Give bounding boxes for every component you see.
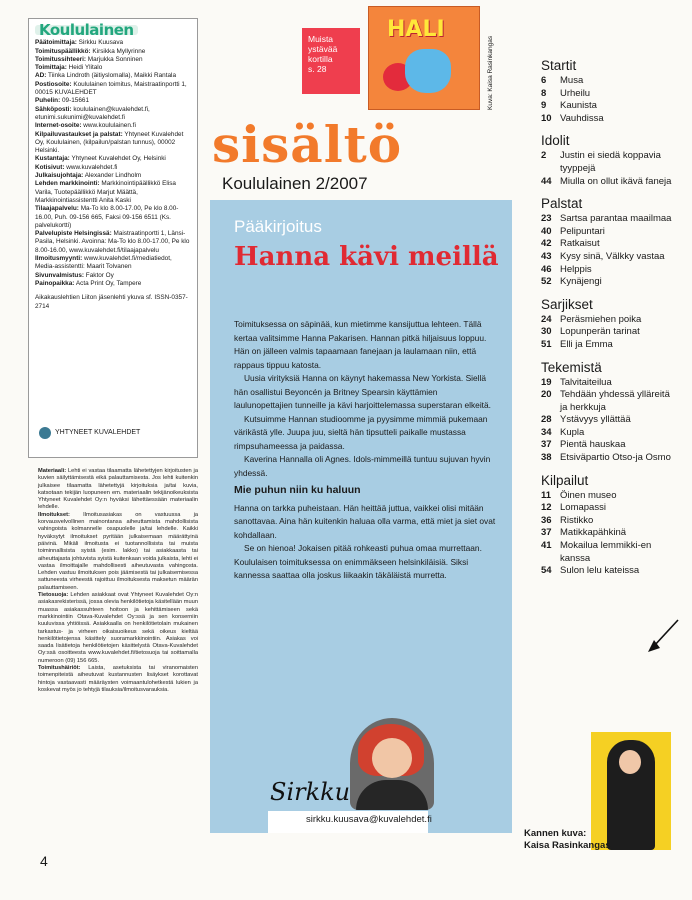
toc-item-label: Ristikko — [560, 514, 594, 526]
toc-item[interactable] — [541, 276, 676, 289]
table-of-contents — [541, 50, 676, 578]
issue-label: Koululainen 2/2007 — [222, 174, 368, 193]
toc-item-label: Helppis — [560, 263, 592, 275]
editorial-title: Hanna kävi meillä — [234, 242, 499, 272]
toc-item-label: Kupla — [560, 426, 585, 438]
toc-page-number: 54 — [541, 565, 552, 577]
toc-page-number: 19 — [541, 376, 552, 388]
toc-item[interactable] — [541, 339, 676, 352]
toc-item[interactable] — [541, 490, 676, 503]
toc-page-number: 36 — [541, 514, 552, 526]
toc-item-label: Mokailua lemmikki-en kanssa — [560, 540, 652, 564]
toc-item[interactable] — [541, 515, 676, 528]
toc-item[interactable] — [541, 75, 676, 88]
editorial-paragraph: Hanna on tarkka puheistaan. Hän heittää juttua, vaikkei olisi mitään sanottavaa. Aina hän kuitenkin haluaa olla varma, että miet ja siet ovat kohdallaan. — [234, 502, 496, 540]
toc-page-number: 20 — [541, 389, 552, 401]
editor-face — [372, 738, 412, 778]
toc-page-number: 44 — [541, 175, 552, 187]
imprint-line: Puhelin: 09-15661 — [35, 97, 90, 105]
imprint-line: Kilpailuvastaukset ja palstat: Yhtyneet Kuvalehdet Oy, Koululainen, (kilpailun/palstan tunnus), 00002 Helsinki. — [35, 130, 184, 155]
toc-item-label: Pelipuntari — [560, 225, 605, 237]
editorial-paragraphs — [234, 318, 496, 480]
imprint-key: Ilmoitusmyynti: — [35, 255, 83, 263]
imprint-line: Julkaisujohtaja: Alexander Lindholm — [35, 172, 142, 180]
publisher-name: YHTYNEET KUVALEHDET — [55, 428, 141, 436]
imprint-key: Päätoimittaja: — [35, 39, 77, 47]
koululainen-logo: Koululainen — [35, 25, 138, 35]
toc-page-number: 51 — [541, 338, 552, 350]
toc-page-number: 28 — [541, 414, 552, 426]
imprint-key: Kotisivut: — [35, 163, 65, 171]
toc-page-number: 40 — [541, 225, 552, 237]
legal-paragraph: Ilmoitukset: Ilmoitusasiakas on vastuussa ja korvausvelvollinen mainontansa aiheuttamista mahdollisista vahingoista kolmannelle osapuolelle ja/tai lehdelle. Kaikki hyväksytyt ilmoitukset pyritään julkaisemaan määrättyinä päivinä. Mikäli ilmoitusta ei tuotannollisista tai muista toiminnallisista syistä (esim. lakko) tai asiakkaasta tai aiheuttajasta johtuvista syistä kuitenkaan voida julkaista, lehti ei vastaa ilmoittajalle mahdollisesti aiheutuvasta vahingosta. Lehden vastuu ilmoituksen pois jäämisestä tai julkaisemisessa sattuneesta virheestä rajoittuu ilmoituksesta maksetun määrän palauttamiseen. — [38, 511, 198, 591]
note-line: ystävää — [308, 44, 338, 54]
toc-page-number: 52 — [541, 276, 552, 288]
toc-page-number: 41 — [541, 540, 552, 552]
cover-caption — [524, 828, 611, 852]
toc-section-title: Idolit — [541, 133, 570, 149]
imprint-key: Internet-osoite: — [35, 122, 82, 130]
toc-item[interactable] — [541, 264, 676, 277]
cover-face — [619, 750, 641, 774]
imprint-line: Sivunvalmistus: Faktor Oy — [35, 271, 114, 279]
toc-item-label: Vauhdissa — [560, 112, 604, 124]
toc-section-title: Sarjikset — [541, 296, 593, 312]
editor-photo — [350, 718, 434, 810]
bunny-icon — [405, 49, 451, 93]
toc-page-number: 43 — [541, 250, 552, 262]
imprint-line: Toimituspäällikkö: Kirsikka Myllyrinne — [35, 47, 146, 55]
toc-item-label: Sartsa parantaa maailmaa — [560, 213, 672, 225]
editorial-paragraph: Kutsuimme Hannan studioomme ja pyysimme mimmiä pukemaan värikästä ylle. Juupa juu, sieltä hän tipsutteli paikalle mustassa rimpsuhameessa ja paidassa. — [234, 413, 488, 451]
imprint-line: Palvelupiste Helsingissä: Maistraatinportti 1, Länsi-Pasila, Helsinki. Avoinna: Ma-To klo 8.00-17.00, Pe klo 8.00-16.00, www.kuvalehdet.fi/tilaajapalvelu — [35, 230, 190, 254]
toc-page-number: 46 — [541, 263, 552, 275]
toc-page-number: 8 — [541, 87, 547, 99]
toc-page-number: 10 — [541, 112, 552, 124]
toc-item[interactable] — [541, 540, 676, 565]
toc-page-number: 23 — [541, 213, 552, 225]
arrow-icon — [642, 616, 682, 656]
toc-item-label: Tehdään yhdessä ylläreitä ja herkkuja — [560, 389, 670, 413]
editorial-kicker: Pääkirjoitus — [234, 217, 322, 236]
cover-caption-line: Kaisa Rasinkangas — [524, 840, 611, 851]
imprint-line: Kustantaja: Yhtyneet Kuvalehdet Oy, Helsinki — [35, 155, 166, 163]
toc-item-label: Ystävyys yllättää — [560, 414, 631, 426]
imprint-key: Painopaikka: — [35, 279, 75, 287]
toc-item[interactable] — [541, 439, 676, 452]
friend-card-note[interactable] — [302, 28, 360, 94]
toc-item-label: Kynäjengi — [560, 276, 602, 288]
toc-item-label: Peräsmiehen poika — [560, 313, 642, 325]
legal-notice — [38, 468, 198, 694]
toc-item-label: Elli ja Emma — [560, 338, 613, 350]
page-title: sisältö — [212, 115, 403, 174]
toc-item[interactable] — [541, 88, 676, 101]
legal-key: Tietosuoja: — [38, 592, 69, 599]
toc-item-label: Miulla on ollut ikävä faneja — [560, 175, 672, 187]
imprint-line: Kotisivut: www.kuvalehdet.fi — [35, 163, 118, 171]
toc-item[interactable] — [541, 414, 676, 427]
toc-page-number: 11 — [541, 489, 552, 501]
toc-item-label: Öinen museo — [560, 489, 617, 501]
photo-credit: Kuva: Kaisa Rasinkangas — [487, 35, 494, 110]
toc-item[interactable] — [541, 113, 676, 126]
imprint-key: Toimittaja: — [35, 64, 67, 72]
imprint-line: Postiosoite: Koululainen toimitus, Maistraatinportti 1, 00015 KUVALEHDET — [35, 80, 187, 97]
editorial-paragraphs-2 — [234, 502, 496, 583]
legal-paragraph: Toimitushäiriöt: Laista, asetuksista tai viranomaisten toimenpiteistä aiheutuvat kustannusten lisäykset korottavat hintoja vastaavasti määräysten voimaantulohetkestä lukien ja koskevat myös jo tehtyjä tilauksia/ilmoitusvarauksia. — [38, 665, 198, 693]
imprint-key: Tilaajapalvelu: — [35, 205, 79, 213]
toc-item-label: Lomapassi — [560, 502, 606, 514]
imprint-line: Toimittaja: Heidi Ylitalo — [35, 64, 103, 72]
toc-item-label: Talvitaiteilua — [560, 376, 612, 388]
toc-item[interactable] — [541, 238, 676, 251]
toc-item-label: Pientä hauskaa — [560, 439, 626, 451]
hali-word: HALI — [387, 17, 445, 42]
imprint-key: Kustantaja: — [35, 155, 70, 163]
toc-item[interactable] — [541, 326, 676, 339]
toc-item-label: Matikkapähkinä — [560, 527, 627, 539]
toc-item-label: Ratkaisut — [560, 238, 600, 250]
page-number: 4 — [40, 853, 48, 869]
publisher-logo — [39, 427, 140, 439]
toc-section-title: Tekemistä — [541, 359, 602, 375]
toc-item[interactable] — [541, 251, 676, 264]
toc-page-number: 38 — [541, 452, 552, 464]
imprint-key: Lehden markkinointi: — [35, 180, 100, 188]
toc-page-number: 9 — [541, 100, 547, 112]
editorial-paragraph: Se on hienoa! Jokaisen pitää rohkeasti puhua omaa murrettaan. Koululaisen toimituksessa on enimmäkseen helsinkiläisiä. Siksi kannessa saattaa olla joskus liikaakin täkäläistä murretta. — [234, 543, 482, 580]
note-line: Muista — [308, 34, 334, 44]
imprint-line: Päätoimittaja: Sirkku Kuusava — [35, 39, 124, 47]
toc-item-label: Kysy sinä, Välkky vastaa — [560, 250, 665, 262]
toc-item[interactable] — [541, 389, 676, 414]
toc-item[interactable] — [541, 150, 676, 175]
toc-section-title: Startit — [541, 58, 577, 73]
hali-card-image — [368, 6, 480, 110]
toc-page-number: 34 — [541, 426, 552, 438]
toc-page-number: 2 — [541, 150, 547, 162]
imprint-key: Palvelupiste Helsingissä: — [35, 230, 112, 238]
imprint-key: Sivunvalmistus: — [35, 271, 85, 279]
imprint-line: Internet-osoite: www.koululainen.fi — [35, 122, 136, 130]
legal-paragraph: Tietosuoja: Lehden asiakkaat ovat Yhtyneet Kuvalehdet Oy:n asiakasrekisterissä, jossa olevia henkilötietoja käsitellään muun muassa asiakassuhteen hoitoon ja kehittämiseen sekä markkinointiin Otava-Kuvalehdet Oy:ssä ja sen konserniin kuuluvissa yhtiöissä. Asiakkaalla on henkilötietolain mukainen tarkastus- ja virheen oikaisuoikeus sekä oikeus kieltää henkilötietojensa käsittely suoramarkkinointiin. Asiakas voi saada lisätietoja henkilötietojen käsittelystä Otava-Kuvalehdet Oy:ssä osoitteesta www.kuvalehdet.fi/tietosuoja tai soittamalla numeroon (09) 156 665. — [38, 592, 198, 664]
imprint-key: Toimituspäällikkö: — [35, 47, 91, 55]
imprint-key: Julkaisujohtaja: — [35, 172, 84, 180]
imprint-line: Painopaikka: Acta Print Oy, Tampere — [35, 279, 142, 287]
toc-item[interactable] — [541, 176, 676, 189]
legal-key: Toimitushäiriöt: — [38, 665, 81, 672]
toc-item-label: Urheilu — [560, 87, 591, 99]
toc-item[interactable] — [541, 377, 676, 390]
legal-key: Materiaali: — [38, 468, 67, 474]
note-lines — [308, 34, 354, 74]
toc-item[interactable] — [541, 100, 676, 113]
imprint-key: Postiosoite: — [35, 80, 72, 88]
imprint-line: Ilmoitusmyynti: www.kuvalehdet.fi/mediatiedot, Media-assistentti: Maarit Tolvanen — [35, 255, 172, 271]
toc-page-number: 12 — [541, 502, 552, 514]
publisher-globe-icon — [39, 427, 51, 439]
toc-page-number: 37 — [541, 439, 552, 451]
toc-item-label: Lopunperän tarinat — [560, 326, 640, 338]
legal-key: Ilmoitukset: — [38, 511, 70, 518]
legal-paragraph: Materiaali: Lehti ei vastaa tilaamatta lähetettyjen kirjoitusten ja kuvien säilyttämisestä eikä palauttamisesta. Jos lehti kuitenkin julkaisee tilaamatta lähetettyjä kirjoituksia ja/tai kuvia, katsotaan tekijän luopuneen em. materiaalin tekijänoikeuksista Yhtyneet Kuvalehdet Oy:n hyväksi lähettäessään materiaalin lehdelle. — [38, 468, 198, 511]
toc-section-title: Kilpailut — [541, 472, 589, 488]
toc-page-number: 42 — [541, 238, 552, 250]
toc-item[interactable] — [541, 452, 676, 465]
toc-item[interactable] — [541, 314, 676, 327]
toc-item[interactable] — [541, 527, 676, 540]
toc-item-label: Sulon lelu kateissa — [560, 565, 640, 577]
imprint-key: AD: — [35, 72, 47, 80]
imprint-box — [28, 18, 198, 458]
imprint-key: Puhelin: — [35, 97, 61, 105]
toc-item[interactable] — [541, 502, 676, 515]
editorial-subheading: Mie puhun niin ku haluun — [234, 484, 361, 496]
imprint-line: Toimitussihteeri: Marjukka Sonninen — [35, 55, 143, 63]
cover-caption-line: Kannen kuva: — [524, 828, 587, 839]
editor-signature: Sirkku — [270, 778, 351, 806]
editorial-paragraph: Kaverina Hannalla oli Agnes. Idols-mimmeillä tuntuu sujuvan hyvin yhdessä. — [234, 454, 491, 478]
imprint-key: Toimitussihteeri: — [35, 55, 87, 63]
imprint-line: AD: Tiinka Lindroth (äitiyslomalla), Maikki Rantala — [35, 72, 176, 80]
toc-page-number: 24 — [541, 313, 552, 325]
editorial-body — [234, 318, 496, 583]
imprint-key: Kilpailuvastaukset ja palstat: — [35, 130, 123, 138]
editor-email-link[interactable]: sirkku.kuusava@kuvalehdet.fi — [306, 814, 432, 825]
editorial-paragraph: Uusia virityksiä Hanna on käynyt hakemassa New Yorkista. Siellä hän osallistui Beyoncén ja Britney Spearsin käyttämien laulunopettajien tunneille ja kävi harjoittelemassa superstaran elkeitä. — [234, 373, 491, 410]
note-line: kortilla — [308, 54, 333, 64]
membership-note: Aikakauslehtien Liiton jäsenlehti ykuva sf. ISSN-0357-2714 — [35, 294, 188, 310]
toc-item[interactable] — [541, 226, 676, 239]
toc-page-number: 30 — [541, 326, 552, 338]
imprint-line: Tilaajapalvelu: Ma-To klo 8.00-17.00, Pe klo 8.00-16.00, Puh. 09-156 665, Faksi 09-156 6511 (Ks. palvelukortti) — [35, 205, 179, 229]
toc-section-title: Palstat — [541, 196, 583, 212]
editor-body — [356, 780, 428, 810]
toc-item-label: Etsiväpartio Otso-ja Osmo — [560, 452, 671, 464]
toc-item-label: Musa — [560, 75, 584, 86]
imprint-line: Sähköposti: koululainen@kuvalehdet.fi, etunimi.sukunimi@kuvalehdet.fi — [35, 105, 150, 121]
editorial-paragraph: Toimituksessa on säpinää, kun mietimme kansijuttua lehteen. Tällä kertaa valitsimme Hanna Pakarisen. Hannan pitkä hiljaisuus loppuu. Hän on jälleen valmis tapaamaan fanejaan ja laulamaan niin, että rappaus tippuu katosta. — [234, 319, 487, 370]
toc-item-label: Kaunista — [560, 100, 597, 112]
imprint-lines — [35, 39, 191, 288]
toc-item[interactable] — [541, 427, 676, 440]
note-line: s. 28 — [308, 64, 327, 74]
toc-page-number: 37 — [541, 527, 552, 539]
imprint-line: Lehden markkinointi: Markkinointipäällikkö Elisa Varila, Tuotepäällikkö Marjut Määttä, Markkinointiassistentti Anita Kaski — [35, 180, 176, 204]
toc-item[interactable] — [541, 565, 676, 578]
toc-item-label: Justin ei siedä koppavia tyyppejä — [560, 150, 661, 174]
imprint-key: Sähköposti: — [35, 105, 72, 113]
toc-item[interactable] — [541, 213, 676, 226]
toc-page-number: 6 — [541, 75, 547, 86]
